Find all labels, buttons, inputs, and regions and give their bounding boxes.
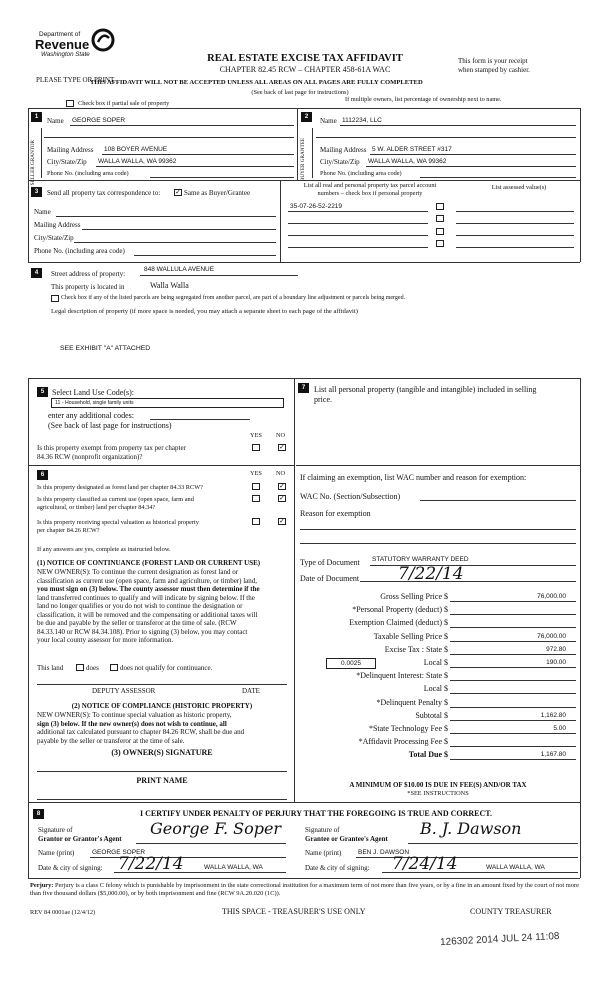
grantor-date: 7/22/14 bbox=[118, 854, 184, 874]
seller-city-label: City/State/Zip bbox=[47, 158, 87, 166]
warning-line: THIS AFFIDAVIT WILL NOT BE ACCEPTED UNLESS ALL AREAS ON ALL PAGES ARE FULLY COMPLETED bbox=[90, 79, 423, 86]
exemption-label: If claiming an exemption, list WAC number and reason for exemption: bbox=[300, 473, 527, 482]
fee-underline bbox=[450, 601, 576, 602]
seller-mailing-label: Mailing Address bbox=[47, 146, 94, 154]
seller-name: GEORGE SOPER bbox=[72, 117, 126, 124]
fee-value: 76,000.00 bbox=[537, 633, 566, 640]
historic-yes-checkbox[interactable] bbox=[252, 518, 260, 525]
s5-no: NO bbox=[276, 432, 286, 439]
historic-question: Is this property receiving special valuation as historical property per chapter 84.26 RCW? bbox=[37, 519, 199, 534]
exempt-no-checkbox[interactable]: ✓ bbox=[279, 443, 285, 451]
grantee-name-label: Name (print) bbox=[305, 849, 342, 857]
buyer-mailing: 5 W. ALDER STREET #317 bbox=[372, 146, 452, 153]
fee-underline bbox=[450, 693, 576, 694]
forest-no-checkbox[interactable]: ✓ bbox=[279, 482, 285, 490]
correspondence-label: Send all property tax correspondence to: bbox=[47, 189, 161, 197]
rev-number: REV 84 0001ae (12/4/12) bbox=[30, 909, 96, 916]
fee-value: 76,000.00 bbox=[537, 593, 566, 600]
doc-date-label: Date of Document bbox=[300, 574, 360, 583]
see-back-instr: (See back of last page for instructions) bbox=[251, 89, 349, 96]
fee-value: 972.80 bbox=[546, 646, 566, 653]
land-use-code-field[interactable]: 11 - Household, single family units bbox=[51, 398, 284, 408]
if-yes-instr: If any answers are yes, complete as instructed below. bbox=[37, 546, 171, 553]
fee-value: 5.00 bbox=[553, 725, 566, 732]
deputy-date-label: DATE bbox=[242, 687, 260, 695]
does-not-label: does not qualify for continuance. bbox=[120, 664, 213, 672]
s3-name-label: Name bbox=[34, 208, 51, 216]
does-checkbox[interactable] bbox=[76, 664, 84, 671]
buyer-mailing-label: Mailing Address bbox=[320, 146, 367, 154]
seller-mailing: 108 BOYER AVENUE bbox=[104, 146, 168, 153]
current-use-question: Is this property classified as current use (open space, farm and agricultural, or timber) land per chapter 84.34? bbox=[37, 496, 194, 511]
buyer-city: WALLA WALLA, WA 99362 bbox=[368, 158, 447, 165]
fee-underline bbox=[450, 759, 576, 760]
notice-continuance-title: (1) NOTICE OF CONTINUANCE (FOREST LAND OR CURRENT USE) bbox=[37, 559, 261, 567]
buyer-name: 1112234, LLC bbox=[342, 117, 382, 124]
seller-city: WALLA WALLA, WA 99362 bbox=[98, 158, 177, 165]
notice-compliance-title: (2) NOTICE OF COMPLIANCE (HISTORIC PROPERTY) bbox=[71, 702, 253, 710]
chapter-line: CHAPTER 82.45 RCW – CHAPTER 458-61A WAC bbox=[219, 65, 391, 74]
receipt-note2: when stamped by cashier. bbox=[458, 66, 530, 74]
receipt-note1: This form is your receipt bbox=[458, 57, 528, 65]
buyer-city-label: City/State/Zip bbox=[320, 158, 360, 166]
section-6-badge: 6 bbox=[37, 470, 48, 480]
land-use-label: Select Land Use Code(s): bbox=[52, 388, 134, 397]
s5-yes: YES bbox=[250, 432, 262, 439]
grantee-date: 7/24/14 bbox=[392, 854, 458, 874]
local-rate-field[interactable]: 0.0025 bbox=[326, 658, 376, 669]
fee-label: Excise Tax : State $ bbox=[384, 645, 448, 654]
current-use-no-checkbox[interactable]: ✓ bbox=[279, 494, 285, 502]
seller-name-label: Name bbox=[47, 117, 64, 125]
doc-type: STATUTORY WARRANTY DEED bbox=[372, 556, 469, 563]
located-value: Walla Walla bbox=[150, 281, 189, 290]
historic-no-checkbox[interactable]: ✓ bbox=[279, 517, 285, 525]
dor-logo bbox=[33, 26, 123, 68]
fee-label: Subtotal $ bbox=[415, 711, 448, 720]
dept-line2: Revenue bbox=[35, 37, 90, 52]
personal-property-checkbox-4[interactable] bbox=[436, 240, 444, 247]
dept-line3: Washington State bbox=[41, 51, 90, 58]
please-type: PLEASE TYPE OR PRINT bbox=[36, 76, 115, 84]
recording-stamp: 126302 2014 JUL 24 11:08 bbox=[439, 930, 560, 949]
section-2-badge: 2 bbox=[301, 112, 312, 122]
form-title: REAL ESTATE EXCISE TAX AFFIDAVIT bbox=[207, 53, 403, 64]
segregated-label: Check box if any of the listed parcels are being segregated from another parcel, are part of a boundary line adjustment or parcels being merged. bbox=[61, 295, 406, 301]
exempt-yes-checkbox[interactable] bbox=[252, 444, 260, 451]
current-use-yes-checkbox[interactable] bbox=[252, 495, 260, 502]
partial-sale-checkbox[interactable] bbox=[66, 100, 74, 107]
section-3-badge: 3 bbox=[31, 187, 42, 197]
fee-label: *Personal Property (deduct) $ bbox=[352, 605, 448, 614]
this-land-label: This land bbox=[37, 664, 64, 672]
grantor-signature: George F. Soper bbox=[150, 819, 282, 838]
same-as-buyer-checkbox[interactable]: ✓ bbox=[175, 188, 181, 196]
grantor-name-label: Name (print) bbox=[38, 849, 75, 857]
s3-city-label: City/State/Zip bbox=[34, 234, 74, 242]
fee-label: *Affidavit Processing Fee $ bbox=[358, 737, 448, 746]
personal-property-checkbox-2[interactable] bbox=[436, 215, 444, 222]
segregated-checkbox[interactable] bbox=[51, 295, 59, 302]
notice-continuance-body: NEW OWNER(S): To continue the current designation as forest land or classification as current use (open space, farm and agriculture, or timber) land, you must sign on (3) below. The county assessor must then determine if the land transferred continues to qualify and will indicate by signing below. If the land no longer qualifies or you do not wish to continue the designation or classification, it will be removed and the compensating or additional taxes will be due and payable by the seller or transferor at the time of sale. (RCW 84.33.140 or RCW 84.34.108). Prior to signing (3) below, you may contact your local county assessor for more information. bbox=[37, 568, 260, 644]
section-8-badge: 8 bbox=[33, 809, 44, 819]
section-5-badge: 5 bbox=[37, 387, 48, 397]
buyer-side-label: BUYER GRANTEE bbox=[300, 138, 306, 182]
grantee-date-label: Date & city of signing: bbox=[305, 864, 370, 872]
seller-side-label: SELLER GRANTOR bbox=[30, 140, 36, 186]
dept-line1: Department of bbox=[39, 31, 81, 38]
grantee-city: WALLA WALLA, WA bbox=[486, 864, 545, 871]
grantor-date-label: Date & city of signing: bbox=[38, 864, 103, 872]
s6-no: NO bbox=[276, 470, 286, 477]
fee-label: Taxable Selling Price $ bbox=[373, 632, 448, 641]
exempt-question: Is this property exempt from property tax per chapter 84.36 RCW (nonprofit organization)? bbox=[37, 444, 186, 461]
partial-sale-label: Check box if partial sale of property bbox=[78, 100, 170, 107]
doc-date: 7/22/14 bbox=[398, 564, 464, 584]
section-4-badge: 4 bbox=[31, 268, 42, 278]
fee-label: Exemption Claimed (deduct) $ bbox=[349, 618, 448, 627]
forest-question: Is this property designated as forest land per chapter 84.33 RCW? bbox=[37, 484, 203, 491]
fee-underline bbox=[450, 746, 576, 747]
same-as-buyer-label: Same as Buyer/Grantee bbox=[184, 189, 251, 197]
minimum-due: A MINIMUM OF $10.00 IS DUE IN FEE(S) AND/OR TAX bbox=[349, 781, 527, 789]
street-address: 848 WALLULA AVENUE bbox=[144, 266, 215, 273]
additional-codes-label: enter any additional codes: bbox=[48, 411, 134, 420]
fee-underline bbox=[450, 733, 576, 734]
perjury-notice: Perjury: Perjury is a class C felony which is punishable by imprisonment in the state correctional institution for a maximum term of not more than five years, or by a fine in an amount fixed by the court of not more than five thousand dollars ($5,000.00), or by both imprisonment and fine (RCW 9A.20.020 (1C)). bbox=[30, 882, 579, 897]
doc-type-label: Type of Document bbox=[300, 558, 360, 567]
personal-property-label: List all personal property (tangible and intangible) included in selling price. bbox=[314, 385, 537, 404]
fee-underline bbox=[450, 654, 576, 655]
grantee-name: BEN J. DAWSON bbox=[358, 849, 410, 856]
fee-label: Local $ bbox=[423, 684, 448, 693]
see-instructions: *SEE INSTRUCTIONS bbox=[407, 790, 469, 797]
reason-label: Reason for exemption bbox=[300, 509, 371, 518]
notice-compliance-body: NEW OWNER(S): To continue special valuation as historic property, sign (3) below. If the new owner(s) does not wish to continue, all additional tax calculated pursuant to chapter 84.26 RCW, shall be due and payable by the seller or transferor at the time of sale. bbox=[37, 711, 245, 745]
fee-label: *Delinquent Interest: State $ bbox=[356, 671, 448, 680]
buyer-name-label: Name bbox=[320, 117, 337, 125]
certify-line: I CERTIFY UNDER PENALTY OF PERJURY THAT THE FOREGOING IS TRUE AND CORRECT. bbox=[140, 809, 493, 818]
section-1-badge: 1 bbox=[31, 112, 42, 122]
fee-underline bbox=[450, 707, 576, 708]
grantor-sig-label: Signature of Grantor or Grantor's Agent bbox=[38, 826, 122, 843]
grantor-city: WALLA WALLA, WA bbox=[204, 864, 263, 871]
fee-label: Gross Selling Price $ bbox=[380, 592, 448, 601]
fee-value: 1,162.80 bbox=[540, 712, 566, 719]
assessed-header: List assessed value(s) bbox=[491, 184, 547, 191]
fee-label: *State Technology Fee $ bbox=[368, 724, 448, 733]
fee-underline bbox=[450, 720, 576, 721]
located-label: This property is located in bbox=[51, 283, 125, 291]
multiple-owners-note: If multiple owners, list percentage of ownership next to name. bbox=[345, 96, 502, 103]
legal-description: SEE EXHIBIT "A" ATTACHED bbox=[60, 345, 151, 352]
fee-underline bbox=[450, 614, 576, 615]
legal-label: Legal description of property (if more space is needed, you may attach a separate sheet to each page of the affidavit) bbox=[51, 308, 358, 315]
wac-label: WAC No. (Section/Subsection) bbox=[300, 492, 401, 501]
revenue-swirl-icon bbox=[91, 28, 115, 52]
parcel-number: 35-07-26-52-2219 bbox=[290, 203, 343, 210]
deputy-assessor-label: DEPUTY ASSESSOR bbox=[92, 687, 156, 695]
s6-yes: YES bbox=[250, 470, 262, 477]
grantor-name: GEORGE SOPER bbox=[92, 849, 146, 856]
fee-value: 190.00 bbox=[546, 659, 566, 666]
street-label: Street address of property: bbox=[51, 270, 126, 278]
fee-underline bbox=[450, 667, 576, 668]
fee-underline bbox=[450, 680, 576, 681]
county-treasurer: COUNTY TREASURER bbox=[470, 907, 552, 916]
buyer-phone-label: Phone No. (including area code) bbox=[320, 170, 402, 177]
personal-property-checkbox-3[interactable] bbox=[436, 228, 444, 235]
fee-label: Total Due $ bbox=[408, 750, 448, 759]
grantee-signature: B. J. Dawson bbox=[420, 819, 522, 838]
owner-signature-label: (3) OWNER(S) SIGNATURE bbox=[111, 748, 213, 757]
section-7-badge: 7 bbox=[298, 383, 309, 393]
seller-phone-label: Phone No. (including area code) bbox=[47, 170, 129, 177]
personal-property-checkbox-1[interactable] bbox=[436, 203, 444, 210]
print-name-label: PRINT NAME bbox=[136, 776, 188, 785]
s5-see-back: (See back of last page for instructions) bbox=[48, 421, 172, 430]
forest-yes-checkbox[interactable] bbox=[252, 483, 260, 490]
fee-underline bbox=[450, 641, 576, 642]
does-label: does bbox=[86, 664, 99, 672]
grantee-sig-label: Signature of Grantee or Grantee's Agent bbox=[305, 826, 388, 843]
fee-label: *Delinquent Penalty $ bbox=[376, 698, 448, 707]
does-not-checkbox[interactable] bbox=[110, 664, 118, 671]
fee-label: Local $ bbox=[423, 658, 448, 667]
accounts-header: List all real and personal property tax parcel account numbers – check box if personal property bbox=[303, 182, 437, 197]
fee-value: 1,167.80 bbox=[540, 751, 566, 758]
s3-mailing-label: Mailing Address bbox=[34, 221, 81, 229]
fee-underline bbox=[450, 627, 576, 628]
s3-phone-label: Phone No. (including area code) bbox=[34, 247, 125, 255]
treasurer-space: THIS SPACE - TREASURER'S USE ONLY bbox=[222, 907, 366, 916]
